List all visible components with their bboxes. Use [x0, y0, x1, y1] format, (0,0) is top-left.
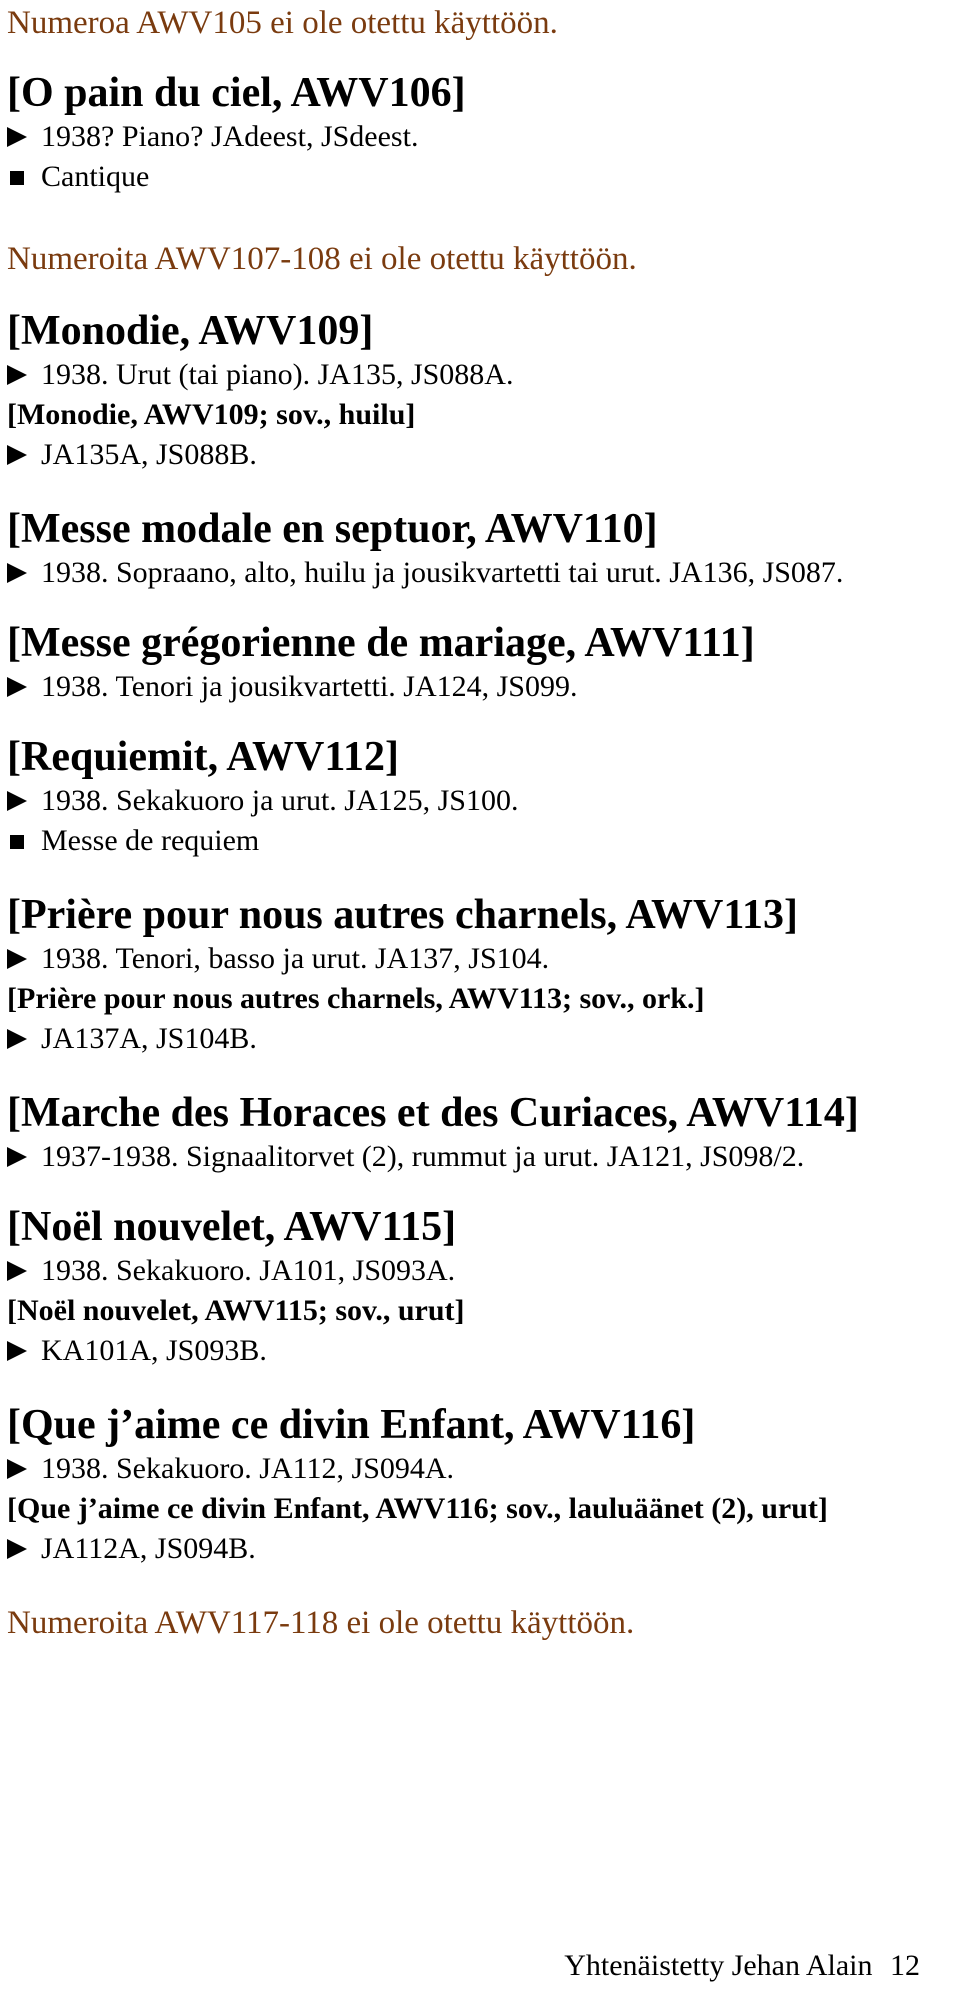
entry-note — [7, 1603, 957, 1643]
triangle-bullet-icon — [7, 667, 41, 707]
work-title: [O pain du ciel, AWV106] — [7, 70, 466, 116]
arrangement-title: [Que j’aime ce divin Enfant, AWV116; sov., lauluäänet (2), urut] — [7, 1492, 828, 1525]
work-info: 1937-1938. Signaalitorvet (2), rummut ja urut. JA121, JS098/2. — [7, 1137, 957, 1177]
availability-note: Numeroa AWV105 ei ole otettu käyttöön. — [7, 5, 558, 41]
triangle-bullet-icon — [7, 553, 41, 593]
work-info: 1938. Sekakuoro. JA112, JS094A. — [7, 1449, 957, 1489]
triangle-bullet-icon — [7, 781, 41, 821]
work-info: 1938? Piano? JAdeest, JSdeest. — [7, 117, 957, 157]
availability-note: Numeroita AWV107-108 ei ole otettu käyttöön. — [7, 241, 637, 277]
work-title: [Noël nouvelet, AWV115] — [7, 1204, 457, 1250]
work-title: [Que j’aime ce divin Enfant, AWV116] — [7, 1402, 696, 1448]
work-entry — [7, 505, 957, 593]
square-bullet-icon — [7, 157, 41, 197]
work-entry — [7, 69, 957, 197]
arrangement-info: JA135A, JS088B. — [7, 435, 957, 475]
work-entry — [7, 1203, 957, 1371]
square-bullet-icon — [7, 821, 41, 861]
related-work: Cantique — [7, 157, 957, 197]
arrangement-title: [Noël nouvelet, AWV115; sov., urut] — [7, 1294, 465, 1327]
triangle-bullet-icon — [7, 1529, 41, 1569]
work-info: 1938. Urut (tai piano). JA135, JS088A. — [7, 355, 957, 395]
triangle-bullet-icon — [7, 117, 41, 157]
work-entry — [7, 619, 957, 707]
work-info: 1938. Sekakuoro ja urut. JA125, JS100. — [7, 781, 957, 821]
page-footer — [564, 1946, 920, 1986]
footer-title: Yhtenäistetty Jehan Alain — [564, 1949, 873, 1982]
triangle-bullet-icon — [7, 355, 41, 395]
work-title: [Prière pour nous autres charnels, AWV113] — [7, 892, 799, 938]
triangle-bullet-icon — [7, 1019, 41, 1059]
work-title: [Monodie, AWV109] — [7, 308, 374, 354]
arrangement-title: [Monodie, AWV109; sov., huilu] — [7, 398, 416, 431]
triangle-bullet-icon — [7, 939, 41, 979]
work-entry — [7, 1089, 957, 1177]
work-title: [Marche des Horaces et des Curiaces, AWV114] — [7, 1090, 859, 1136]
entry-note — [7, 3, 957, 43]
work-title: [Messe grégorienne de mariage, AWV111] — [7, 620, 755, 666]
work-entry — [7, 891, 957, 1059]
triangle-bullet-icon — [7, 1137, 41, 1177]
work-entry — [7, 1401, 957, 1569]
work-info: 1938. Tenori ja jousikvartetti. JA124, JS099. — [7, 667, 957, 707]
triangle-bullet-icon — [7, 1449, 41, 1489]
arrangement-info: JA112A, JS094B. — [7, 1529, 957, 1569]
work-title: [Requiemit, AWV112] — [7, 734, 399, 780]
work-title: [Messe modale en septuor, AWV110] — [7, 506, 658, 552]
work-info: 1938. Sekakuoro. JA101, JS093A. — [7, 1251, 957, 1291]
work-info: 1938. Tenori, basso ja urut. JA137, JS104. — [7, 939, 957, 979]
related-work: Messe de requiem — [7, 821, 957, 861]
work-info: 1938. Sopraano, alto, huilu ja jousikvartetti tai urut. JA136, JS087. — [7, 553, 957, 593]
triangle-bullet-icon — [7, 1251, 41, 1291]
triangle-bullet-icon — [7, 1331, 41, 1371]
page-number: 12 — [890, 1949, 920, 1982]
work-entry — [7, 307, 957, 475]
arrangement-info: KA101A, JS093B. — [7, 1331, 957, 1371]
triangle-bullet-icon — [7, 435, 41, 475]
arrangement-title: [Prière pour nous autres charnels, AWV113; sov., ork.] — [7, 982, 705, 1015]
work-entry — [7, 733, 957, 861]
arrangement-info: JA137A, JS104B. — [7, 1019, 957, 1059]
entry-note — [7, 239, 957, 279]
availability-note: Numeroita AWV117-118 ei ole otettu käyttöön. — [7, 1605, 635, 1641]
document-page — [7, 0, 957, 1643]
